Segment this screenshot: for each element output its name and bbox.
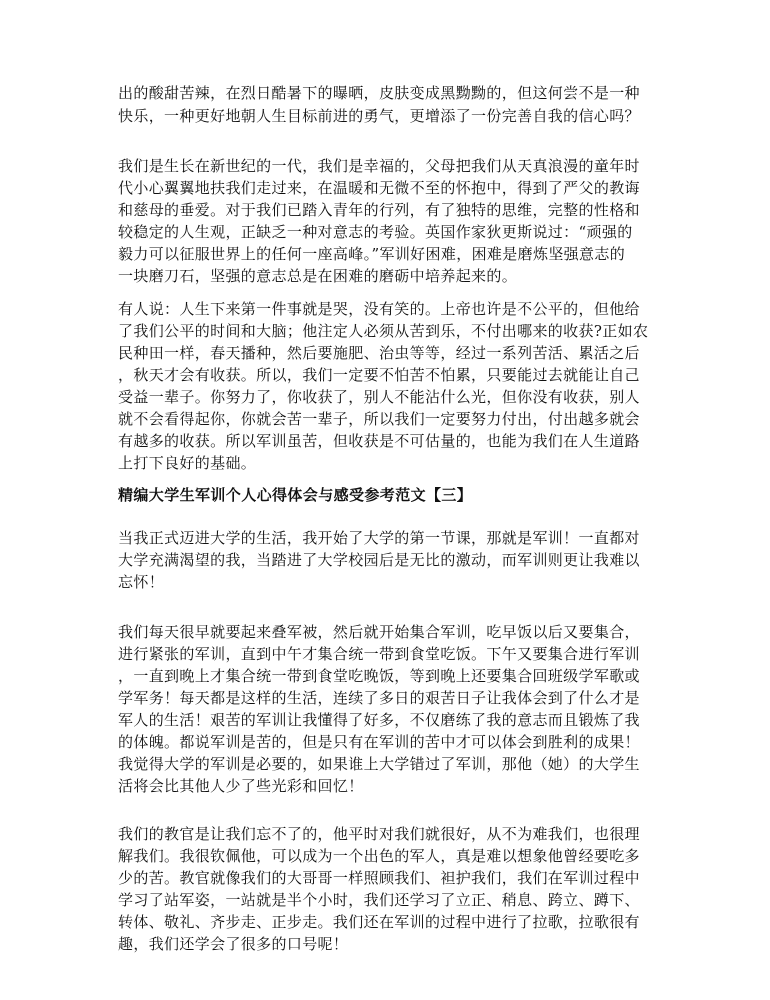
section-heading: 精编大学生军训个人心得体会与感受参考范文【三】 — [118, 486, 473, 504]
paragraph-5-line-2: 进行紧张的军训，直到中午才集合统一带到食堂吃饭。下午又要集合进行军训 — [118, 645, 640, 663]
paragraph-6-line-2: 解我们。我很钦佩他，可以成为一个出色的军人，真是难以想象他曾经要吃多 — [118, 847, 640, 865]
paragraph-5-line-4: 学军务！每天都是这样的生活，连续了多日的艰苦日子让我体会到了什么才是 — [118, 689, 640, 707]
paragraph-2-line-2: 代小心翼翼地扶我们走过来，在温暖和无微不至的怀抱中，得到了严父的教诲 — [118, 179, 640, 197]
paragraph-6-line-6: 趣，我们还学会了很多的口号呢！ — [118, 935, 349, 953]
paragraph-1-line-2: 快乐，一种更好地朝人生目标前进的勇气，更增添了一份完善自我的信心吗？ — [118, 107, 640, 125]
paragraph-5-line-1: 我们每天很早就要起来叠军被，然后就开始集合军训，吃早饭以后又要集合， — [118, 623, 640, 641]
paragraph-6-line-1: 我们的教官是让我们忘不了的，他平时对我们就很好，从不为难我们，也很理 — [118, 825, 640, 843]
paragraph-3-line-6: 就不会看得起你，你就会苦一辈子，所以我们一定要努力付出，付出越多就会 — [118, 410, 640, 428]
paragraph-5-line-3: ，一直到晚上才集合统一带到食堂吃晚饭，等到晚上还要集合回班级学军歌或 — [118, 667, 640, 685]
paragraph-4-line-3: 忘怀！ — [118, 573, 165, 591]
paragraph-1-line-1: 出的酸甜苦辣，在烈日酷暑下的曝晒，皮肤变成黑黝黝的，但这何尝不是一种 — [118, 84, 640, 102]
paragraph-6-line-5: 转体、敬礼、齐步走、正步走。我们还在军训的过程中进行了拉歌，拉歌很有 — [118, 913, 640, 931]
paragraph-5-line-7: 我觉得大学的军训是必要的，如果谁上大学错过了军训，那他（她）的大学生 — [118, 755, 640, 773]
paragraph-2-line-6: 一块磨刀石，坚强的意志总是在困难的磨砺中培养起来的。 — [118, 267, 518, 285]
paragraph-3-line-7: 有越多的收获。所以军训虽苦，但收获是不可估量的，也能为我们在人生道路 — [118, 432, 640, 450]
paragraph-3-line-4: ，秋天才会有收获。所以，我们一定要不怕苦不怕累，只要能过去就能让自己 — [118, 366, 640, 384]
paragraph-4-line-2: 大学充满渴望的我，当踏进了大学校园后是无比的激动，而军训则更让我难以 — [118, 551, 640, 569]
paragraph-3-line-1: 有人说：人生下来第一件事就是哭，没有笑的。上帝也许是不公平的，但他给 — [118, 300, 640, 318]
paragraph-3-line-8: 上打下良好的基础。 — [118, 454, 257, 472]
paragraph-5-line-6: 的体魄。都说军训是苦的，但是只有在军训的苦中才可以体会到胜利的成果！ — [118, 733, 640, 751]
paragraph-3-line-2: 了我们公平的时间和大脑；他注定人必须从苦到乐，不付出哪来的收获?正如农 — [118, 322, 649, 340]
paragraph-6-line-4: 学习了站军姿，一站就是半个小时，我们还学习了立正、稍息、跨立、蹲下、 — [118, 891, 640, 909]
paragraph-2-line-5: 毅力可以征服世界上的任何一座高峰。”军训好困难，困难是磨炼坚强意志的 — [118, 245, 626, 263]
paragraph-3-line-3: 民种田一样，春天播种，然后要施肥、治虫等等，经过一系列苦活、累活之后 — [118, 344, 640, 362]
paragraph-2-line-3: 和慈母的垂爱。对于我们已踏入青年的行列，有了独特的思维，完整的性格和 — [118, 201, 640, 219]
paragraph-5-line-8: 活将会比其他人少了些光彩和回忆！ — [118, 777, 364, 795]
paragraph-4-line-1: 当我正式迈进大学的生活，我开始了大学的第一节课，那就是军训！一直都对 — [118, 529, 640, 547]
paragraph-3-line-5: 受益一辈子。你努力了，你收获了，别人不能沾什么光，但你没有收获，别人 — [118, 388, 640, 406]
paragraph-5-line-5: 军人的生活！艰苦的军训让我懂得了好多，不仅磨练了我的意志而且锻炼了我 — [118, 711, 640, 729]
paragraph-2-line-4: 较稳定的人生观，正缺乏一种对意志的考验。英国作家狄更斯说过：“顽强的 — [118, 223, 633, 241]
paragraph-6-line-3: 少的苦。教官就像我们的大哥哥一样照顾我们、袒护我们，我们在军训过程中 — [118, 869, 640, 887]
paragraph-2-line-1: 我们是生长在新世纪的一代，我们是幸福的，父母把我们从天真浪漫的童年时 — [118, 157, 640, 175]
